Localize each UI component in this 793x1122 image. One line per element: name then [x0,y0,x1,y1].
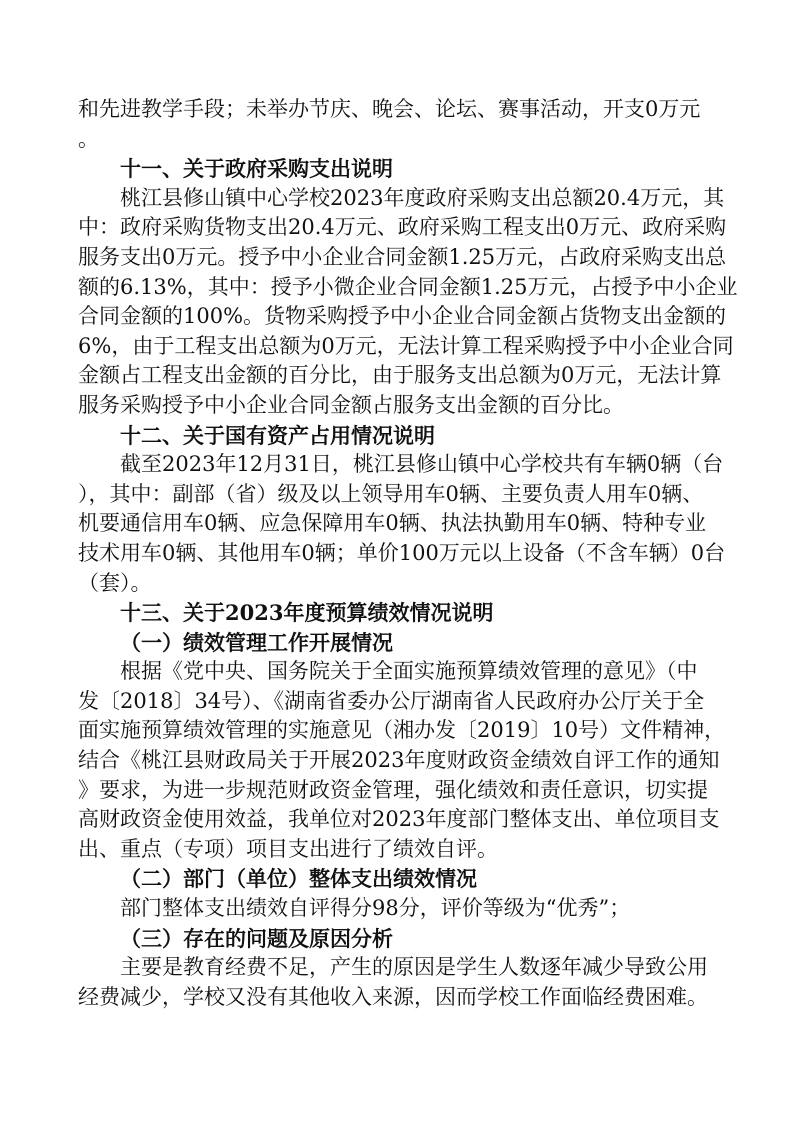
body-text-line: 服务支出0万元。授予中小企业合同金额1.25万元，占政府采购支出总 [78,244,727,269]
body-text-line: 高财政资金使用效益，我单位对2023年度部门整体支出、单位项目支 [78,807,720,832]
body-text-line: 合同金额的100%。货物采购授予中小企业合同金额占货物支出金额的 [78,304,727,329]
body-text-line: 额的6.13%，其中：授予小微企业合同金额1.25万元，占授予中小企业 [78,274,738,299]
body-text-line: 出、重点（专项）项目支出进行了绩效自评。 [78,836,498,861]
body-text-line: 服务采购授予中小企业合同金额占服务支出金额的百分比。 [78,392,624,417]
body-text-line: 和先进教学手段；未举办节庆、晚会、论坛、赛事活动，开支0万元 [78,97,701,121]
body-text-line: （套）。 [78,570,152,595]
body-text-line: 面实施预算绩效管理的实施意见（湘办发〔2019〕10号）文件精神， [78,718,726,743]
body-text-line: 经费减少，学校又没有其他收入来源，因而学校工作面临经费困难。 [78,984,708,1009]
body-text-line: 发〔2018〕34号）、《湖南省委办公厅湖南省人民政府办公厅关于全 [78,688,705,713]
section-heading: （三）存在的问题及原因分析 [120,925,393,951]
section-heading: 十一、关于政府采购支出说明 [120,156,393,182]
body-text-line: 主要是教育经费不足，产生的原因是学生人数逐年减少导致公用 [120,955,708,980]
body-text-line: 。 [78,126,99,151]
section-heading: （二）部门（单位）整体支出绩效情况 [120,866,477,892]
body-text-line: 中：政府采购货物支出20.4万元、政府采购工程支出0万元、政府采购 [78,215,727,240]
body-text-line: 》要求，为进一步规范财政资金管理，强化绩效和责任意识，切实提 [78,777,708,802]
body-text-line: 6%，由于工程支出总额为0万元，无法计算工程采购授予中小企业合同 [78,333,734,358]
body-text-line: 根据《党中央、国务院关于全面实施预算绩效管理的意见》（中 [120,659,698,684]
body-text-line: 截至2023年12月31日，桃江县修山镇中心学校共有车辆0辆（台 [120,452,724,477]
section-heading: 十二、关于国有资产占用情况说明 [120,422,435,448]
section-heading: 十三、关于2023年度预算绩效情况说明 [120,600,494,626]
body-text-line: 金额占工程支出金额的百分比，由于服务支出总额为0万元，无法计算 [78,363,722,388]
body-text-line: 部门整体支出绩效自评得分98分，评价等级为“优秀”； [120,896,631,921]
body-text-line: 技术用车0辆、其他用车0辆；单价100万元以上设备（不含车辆）0台 [78,540,726,565]
body-text-line: 机要通信用车0辆、应急保障用车0辆、执法执勤用车0辆、特种专业 [78,511,707,536]
body-text-line: 桃江县修山镇中心学校2023年度政府采购支出总额20.4万元，其 [120,185,725,210]
section-heading: （一）绩效管理工作开展情况 [120,629,393,655]
body-text-line: 结合《桃江县财政局关于开展2023年度财政资金绩效自评工作的通知 [78,748,720,773]
body-text-line: ），其中：副部（省）级及以上领导用车0辆、主要负责人用车0辆、 [78,481,704,506]
document-page [78,95,738,1012]
